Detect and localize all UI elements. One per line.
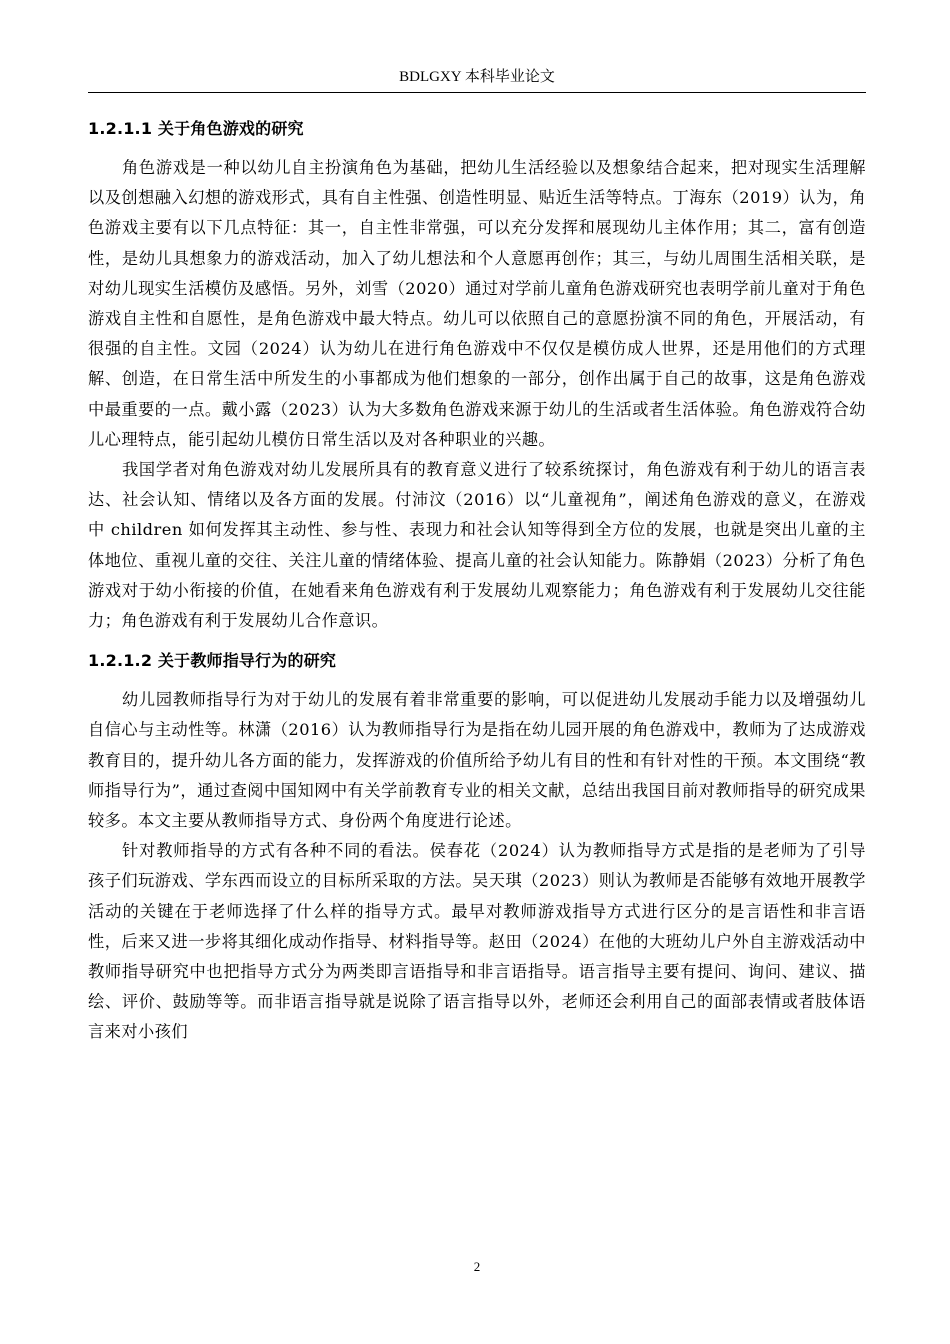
body-paragraph: 幼儿园教师指导行为对于幼儿的发展有着非常重要的影响，可以促进幼儿发展动手能力以及增强幼儿自信心与主动性等。林潇（2016）认为教师指导行为是指在幼儿园开展的角色游戏中，教师为了达成游戏教育目的，提升幼儿各方面的能力，发挥游戏的价值所给予幼儿有目的性和有针对性的干预。本文围绕“教师指导行为”，通过查阅中国知网中有关学前教育专业的相关文献，总结出我国目前对教师指导的研究成果较多。本文主要从教师指导方式、身份两个角度进行论述。	[88, 690, 866, 831]
header-rule	[88, 92, 866, 93]
heading-spacer	[88, 144, 866, 153]
section-heading: 1.2.1.2 关于教师指导行为的研究	[88, 651, 337, 671]
section-heading: 1.2.1.1 关于角色游戏的研究	[88, 119, 304, 138]
body-paragraph: 角色游戏是一种以幼儿自主扮演角色为基础，把幼儿生活经验以及想象结合起来，把对现实生活理解以及创想融入幻想的游戏形式，具有自主性强、创造性明显、贴近生活等特点。丁海东（2019）认为，角色游戏主要有以下几点特征：其一，自主性非常强，可以充分发挥和展现幼儿主体作用；其二，富有创造性，是幼儿具想象力的游戏活动，加入了幼儿想法和个人意愿再创作；其三，与幼儿周围生活相关联，是对幼儿现实生活模仿及感悟。另外，刘雪（2020）通过对学前儿童角色游戏研究也表明学前儿童对于角色游戏自主性和自愿性，是角色游戏中最大特点。幼儿可以依照自己的意愿扮演不同的角色，开展活动，有很强的自主性。文园（2024）认为幼儿在进行角色游戏中不仅仅是模仿成人世界，还是用他们的方式理解、创造，在日常生活中所发生的小事都成为他们想象的一部分，创作出属于自己的故事，这是角色游戏中最重要的一点。戴小露（2023）认为大多数角色游戏来源于幼儿的生活或者生活体验。角色游戏符合幼儿心理特点，能引起幼儿模仿日常生活以及对各种职业的兴趣。	[88, 158, 866, 449]
page-number: 2	[473, 1259, 481, 1274]
body-paragraph: 针对教师指导的方式有各种不同的看法。侯春花（2024）认为教师指导方式是指的是老师为了引导孩子们玩游戏、学东西而设立的目标所采取的方法。吴天琪（2023）则认为教师是否能够有效地开展教学活动的关键在于老师选择了什么样的指导方式。最早对教师游戏指导方式进行区分的是言语性和非言语性，后来又进一步将其细化成动作指导、材料指导等。赵田（2024）在他的大班幼儿户外自主游戏活动中教师指导研究中也把指导方式分为两类即言语指导和非言语指导。语言指导主要有提问、询问、建议、描绘、评价、鼓励等等。而非语言指导就是说除了语言指导以外，老师还会利用自己的面部表情或者肢体语言来对小孩们	[88, 841, 866, 1042]
body-paragraph: 我国学者对角色游戏对幼儿发展所具有的教育意义进行了较系统探讨，角色游戏有利于幼儿的语言表达、社会认知、情绪以及各方面的发展。付沛汶（2016）以“儿童视角”，阐述角色游戏的意义，在游戏中 children 如何发挥其主动性、参与性、表现力和社会认知等得到全方位的发展，也就是突出儿童的主体地位、重视儿童的交往、关注儿童的情绪体验、提高儿童的社会认知能力。陈静娟（2023）分析了角色游戏对于幼小衔接的价值，在她看来角色游戏有利于发展幼儿观察能力；角色游戏有利于发展幼儿交往能力；角色游戏有利于发展幼儿合作意识。	[88, 460, 866, 631]
running-header: BDLGXY 本科毕业论文	[399, 69, 555, 85]
body-content	[88, 114, 866, 1048]
heading-spacer	[88, 676, 866, 685]
